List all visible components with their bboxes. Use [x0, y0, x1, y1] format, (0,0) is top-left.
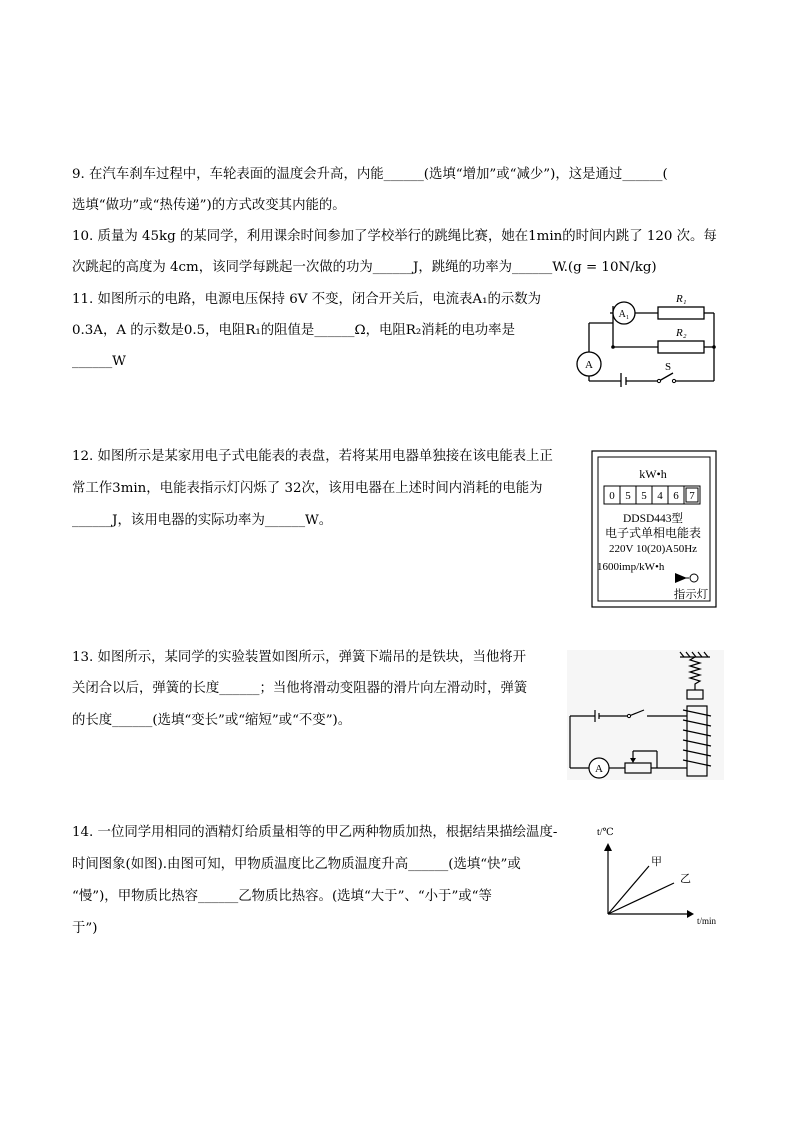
x-axis-arrow-icon	[687, 910, 694, 918]
q13-ammeter-label: A	[595, 763, 603, 775]
q9-line2: 选填“做功”或“热传递”)的方式改变其内能的。	[72, 198, 346, 213]
series-yi-line	[608, 883, 674, 914]
meter-digit: 7	[689, 490, 695, 502]
r2-label: R₂	[676, 327, 687, 339]
meter-unit: kW•h	[639, 467, 667, 481]
q12-line2: 常工作3min，电能表指示灯闪烁了 32次，该用电器在上述时间内消耗的电能为	[72, 481, 543, 496]
series-yi-label: 乙	[680, 873, 691, 885]
s-label: S	[665, 361, 672, 373]
meter-imp: 1600imp/kW•h	[597, 561, 665, 573]
q11-line1: 11. 如图所示的电路，电源电压保持 6V 不变，闭合开关后，电流表A₁的示数为	[72, 292, 542, 307]
meter-indicator-label: 指示灯	[673, 589, 709, 601]
meter-digit: 6	[673, 490, 679, 502]
q14-line4: 于”)	[72, 921, 98, 936]
q9-line1: 9. 在汽车刹车过程中，车轮表面的温度会升高，内能______(选填“增加”或“减少”)，这是通过______(	[72, 167, 668, 182]
meter-model: DDSD443型	[622, 513, 684, 525]
r1-label: R₁	[676, 293, 687, 305]
meter-digit: 4	[657, 490, 663, 502]
q10-line2: 次跳起的高度为 4cm，该同学每跳起一次做的功为______J，跳绳的功率为______W.(g = 10N/kg)	[72, 260, 657, 275]
q14-line1: 14. 一位同学用相同的酒精灯给质量相等的甲乙两种物质加热，根据结果描绘温度-	[72, 825, 558, 840]
q10-line1: 10. 质量为 45kg 的某同学，利用课余时间参加了学校举行的跳绳比赛，她在1min的时间内跳了 120 次。每	[72, 229, 717, 244]
indicator-lamp-icon	[690, 574, 698, 582]
q13-line3: 的长度______(选填“变长”或“缩短”或“不变”)。	[72, 713, 352, 728]
series-jia-line	[608, 866, 649, 914]
q14-temperature-time-graph	[594, 823, 729, 933]
a-label: A	[585, 359, 593, 371]
q12-line1: 12. 如图所示是某家用电子式电能表的表盘，若将某用电器单独接在该电能表上正	[72, 449, 553, 464]
q11-line3: ______W	[72, 354, 126, 369]
series-jia-label: 甲	[651, 856, 662, 868]
q11-line2: 0.3A，A 的示数是0.5，电阻R₁的阻值是______Ω，电阻R₂消耗的电功率是	[72, 323, 515, 338]
q14-line3: “慢”)，甲物质比热容______乙物质比热容。(选填“大于”、“小于”或“等	[72, 889, 492, 904]
q13-electromagnet-diagram	[567, 650, 724, 780]
graph-ylabel: t/℃	[597, 827, 614, 838]
q12-line3: ______J，该用电器的实际功率为______W。	[72, 513, 333, 528]
q12-energy-meter	[591, 450, 717, 608]
a1-label: A₁	[618, 309, 630, 320]
meter-rating: 220V 10(20)A50Hz	[608, 543, 698, 555]
meter-digit: 5	[625, 490, 631, 502]
meter-digit: 0	[609, 490, 615, 502]
q11-circuit-diagram	[566, 287, 726, 387]
q13-line2: 关闭合以后，弹簧的长度______；当他将滑动变阻器的滑片向左滑动时，弹簧	[72, 681, 528, 696]
q13-line1: 13. 如图所示，某同学的实验装置如图所示，弹簧下端吊的是铁块，当他将开	[72, 650, 527, 665]
meter-name: 电子式单相电能表	[604, 526, 702, 540]
y-axis-arrow-icon	[604, 843, 612, 851]
meter-digit: 5	[641, 490, 647, 502]
meter-digit-display	[604, 486, 700, 504]
q14-line2: 时间图象(如图).由图可知，甲物质温度比乙物质温度升高______(选填“快”或	[72, 857, 521, 872]
graph-xlabel: t/min	[697, 916, 717, 926]
